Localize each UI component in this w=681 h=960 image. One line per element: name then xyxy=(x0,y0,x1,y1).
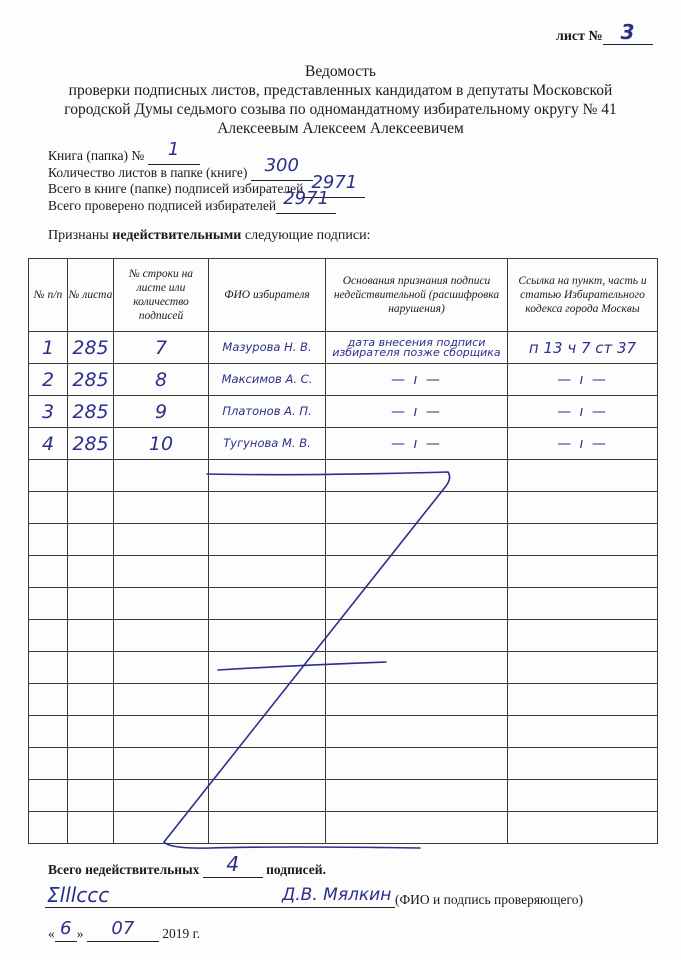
empty-cell xyxy=(29,652,68,684)
invalid-intro-prefix: Признаны xyxy=(48,228,109,243)
book-number-label: Книга (папка) № xyxy=(48,148,145,163)
empty-cell xyxy=(508,652,658,684)
cell-reason: — ı — xyxy=(326,428,508,460)
date-quote-close: » xyxy=(76,926,84,941)
empty-cell xyxy=(209,652,326,684)
empty-cell xyxy=(209,684,326,716)
empty-cell xyxy=(68,812,114,844)
document-title xyxy=(0,62,681,138)
date-year: 2019 г. xyxy=(162,926,201,941)
invalid-signatures-table xyxy=(28,258,658,844)
empty-cell xyxy=(326,460,508,492)
empty-cell xyxy=(326,684,508,716)
empty-cell xyxy=(68,652,114,684)
empty-cell xyxy=(68,460,114,492)
header-line-number: № строки на листе или количество подписей xyxy=(114,259,209,332)
empty-cell xyxy=(29,524,68,556)
empty-cell xyxy=(29,684,68,716)
invalid-intro xyxy=(48,228,370,244)
checked-signatures-value: 2971 xyxy=(283,188,330,209)
table-row-empty xyxy=(29,748,658,780)
table-row-empty xyxy=(29,492,658,524)
cell-sheet: 285 xyxy=(68,428,114,460)
empty-cell xyxy=(508,460,658,492)
empty-cell xyxy=(68,556,114,588)
cell-num: 3 xyxy=(29,396,68,428)
date-quote-open: « xyxy=(48,926,55,941)
empty-cell xyxy=(209,716,326,748)
empty-cell xyxy=(114,588,209,620)
date-month: 07 xyxy=(111,918,135,939)
candidate-name: Алексеевым Алексеем Алексеевичем xyxy=(217,120,464,137)
empty-cell xyxy=(508,716,658,748)
cell-name: Мазурова Н. В. xyxy=(209,332,326,364)
empty-cell xyxy=(114,460,209,492)
sheets-count-label: Количество листов в папке (книге) xyxy=(48,164,248,180)
total-invalid xyxy=(48,852,326,878)
empty-cell xyxy=(114,492,209,524)
empty-cell xyxy=(508,492,658,524)
empty-cell xyxy=(114,780,209,812)
empty-cell xyxy=(114,556,209,588)
empty-cell xyxy=(29,460,68,492)
total-invalid-value: 4 xyxy=(226,852,240,876)
empty-cell xyxy=(114,620,209,652)
total-signatures-value: 2971 xyxy=(311,171,358,193)
sheet-number-label: лист № xyxy=(556,29,603,44)
header-row-number: № п/п xyxy=(29,259,68,332)
table-row-empty xyxy=(29,652,658,684)
empty-cell xyxy=(29,812,68,844)
title-line: проверки подписных листов, представленных кандидатом в депутаты Московской xyxy=(68,82,613,99)
empty-cell xyxy=(508,588,658,620)
cell-line: 7 xyxy=(114,332,209,364)
table-header-row xyxy=(29,259,658,332)
empty-cell xyxy=(209,780,326,812)
table-row-empty xyxy=(29,716,658,748)
empty-cell xyxy=(209,492,326,524)
empty-cell xyxy=(209,460,326,492)
date-day: 6 xyxy=(60,918,72,939)
cell-sheet: 285 xyxy=(68,364,114,396)
empty-cell xyxy=(508,620,658,652)
empty-cell xyxy=(326,620,508,652)
cell-name: Тугунова М. В. xyxy=(209,428,326,460)
empty-cell xyxy=(326,716,508,748)
empty-cell xyxy=(68,684,114,716)
table-row xyxy=(29,364,658,396)
invalid-intro-bold: недействительными xyxy=(112,228,242,243)
cell-reason: — ı — xyxy=(326,396,508,428)
header-sheet-number: № листа xyxy=(68,259,114,332)
book-number-value: 1 xyxy=(167,138,180,160)
table-row-empty xyxy=(29,556,658,588)
cell-ref: — ı — xyxy=(508,428,658,460)
empty-cell xyxy=(209,620,326,652)
empty-cell xyxy=(326,780,508,812)
sheet-number-value: 3 xyxy=(620,20,635,44)
checker-label: (ФИО и подпись проверяющего) xyxy=(395,892,583,907)
empty-cell xyxy=(326,492,508,524)
empty-cell xyxy=(114,716,209,748)
total-invalid-label: Всего недействительных xyxy=(48,862,200,877)
total-invalid-suffix: подписей. xyxy=(266,862,326,877)
empty-cell xyxy=(29,748,68,780)
table-row-empty xyxy=(29,780,658,812)
empty-cell xyxy=(114,652,209,684)
title-heading: Ведомость xyxy=(304,63,377,80)
empty-cell xyxy=(68,748,114,780)
cell-num: 1 xyxy=(29,332,68,364)
empty-cell xyxy=(114,684,209,716)
cell-line: 10 xyxy=(114,428,209,460)
empty-cell xyxy=(29,492,68,524)
empty-cell xyxy=(68,492,114,524)
sheets-count-value: 300 xyxy=(264,155,299,176)
total-signatures-label: Всего в книге (папке) подписей избирателей xyxy=(48,181,304,196)
empty-cell xyxy=(508,556,658,588)
table-row xyxy=(29,332,658,364)
empty-cell xyxy=(508,780,658,812)
empty-cell xyxy=(508,684,658,716)
cell-sheet: 285 xyxy=(68,396,114,428)
book-number-row xyxy=(48,138,365,165)
empty-cell xyxy=(114,812,209,844)
empty-cell xyxy=(68,780,114,812)
cell-line: 9 xyxy=(114,396,209,428)
cell-num: 2 xyxy=(29,364,68,396)
empty-cell xyxy=(209,588,326,620)
empty-cell xyxy=(508,812,658,844)
empty-cell xyxy=(68,588,114,620)
checked-signatures-label: Всего проверено подписей избирателей xyxy=(48,197,277,213)
empty-cell xyxy=(326,524,508,556)
empty-cell xyxy=(68,524,114,556)
checker-signature-row xyxy=(45,885,583,908)
book-meta xyxy=(48,138,365,214)
empty-cell xyxy=(326,812,508,844)
empty-cell xyxy=(114,524,209,556)
title-line: городской Думы седьмого созыва по одномандатному избирательному округу № 41 xyxy=(64,101,617,118)
empty-cell xyxy=(114,748,209,780)
checker-name: Д.В. Мялкин xyxy=(282,885,392,905)
cell-ref: — ı — xyxy=(508,364,658,396)
empty-cell xyxy=(29,556,68,588)
empty-cell xyxy=(209,812,326,844)
empty-cell xyxy=(326,652,508,684)
sheet-number xyxy=(556,20,653,45)
date-row xyxy=(48,918,201,942)
cell-ref: — ı — xyxy=(508,396,658,428)
empty-cell xyxy=(68,716,114,748)
cell-line: 8 xyxy=(114,364,209,396)
invalid-intro-suffix: следующие подписи: xyxy=(244,228,371,243)
table-row-empty xyxy=(29,620,658,652)
empty-cell xyxy=(29,620,68,652)
empty-cell xyxy=(209,556,326,588)
table-row-empty xyxy=(29,684,658,716)
table-row xyxy=(29,396,658,428)
empty-cell xyxy=(209,748,326,780)
empty-cell xyxy=(29,588,68,620)
empty-cell xyxy=(326,588,508,620)
cell-reason: — ı — xyxy=(326,364,508,396)
empty-cell xyxy=(508,748,658,780)
table-row-empty xyxy=(29,524,658,556)
header-code-reference: Ссылка на пункт, часть и статью Избирательного кодекса города Москвы xyxy=(508,259,658,332)
table-row-empty xyxy=(29,588,658,620)
cell-num: 4 xyxy=(29,428,68,460)
signature: Ʃlllccc xyxy=(47,883,110,907)
cell-ref: п 13 ч 7 ст 37 xyxy=(508,332,658,364)
empty-cell xyxy=(29,716,68,748)
cell-name: Максимов А. С. xyxy=(209,364,326,396)
cell-name: Платонов А. П. xyxy=(209,396,326,428)
cell-sheet: 285 xyxy=(68,332,114,364)
empty-cell xyxy=(68,620,114,652)
empty-cell xyxy=(508,524,658,556)
empty-cell xyxy=(326,556,508,588)
empty-cell xyxy=(29,780,68,812)
table-row-empty xyxy=(29,812,658,844)
empty-cell xyxy=(326,748,508,780)
header-voter-name: ФИО избирателя xyxy=(209,259,326,332)
table-row-empty xyxy=(29,460,658,492)
empty-cell xyxy=(209,524,326,556)
cell-reason: дата внесения подписи избирателя позже сборщика xyxy=(326,332,508,364)
header-reason: Основания признания подписи недействительной (расшифровка нарушения) xyxy=(326,259,508,332)
table-row xyxy=(29,428,658,460)
